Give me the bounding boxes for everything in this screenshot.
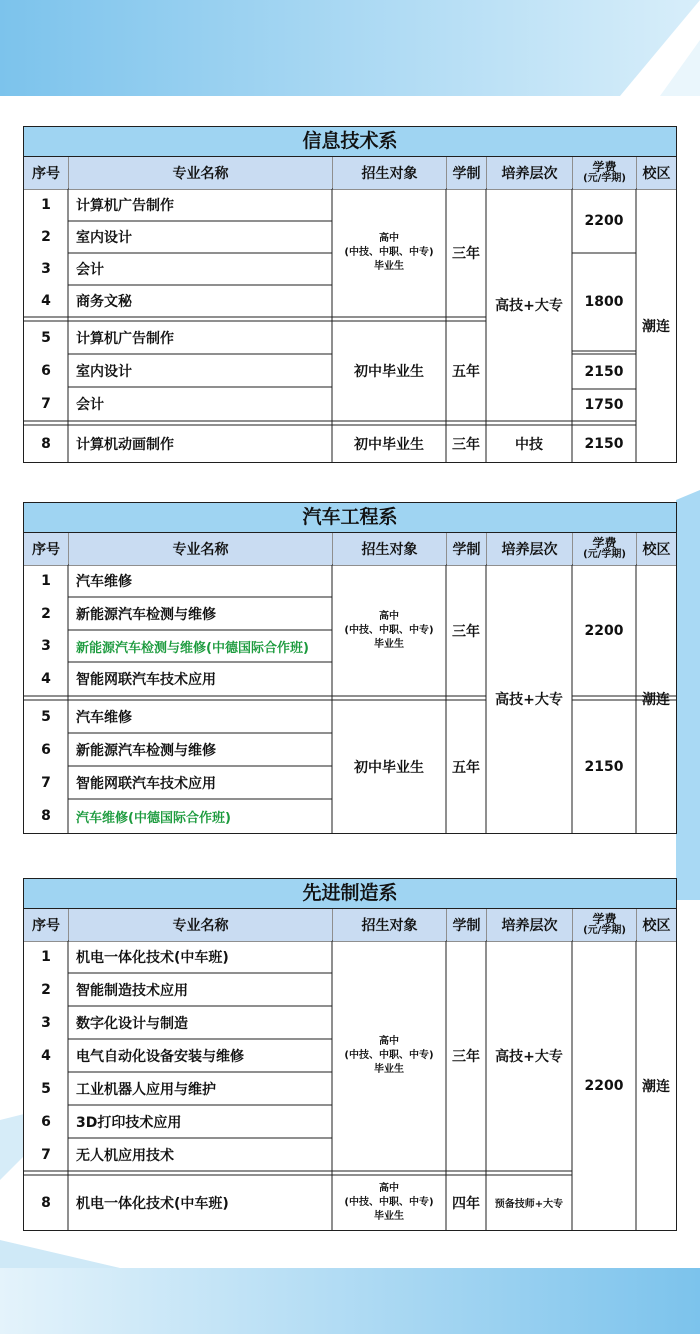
header-target: 招生对象 [333, 157, 446, 189]
header-fee-label: 学费 [592, 912, 617, 926]
row-major-name: 数字化设计与制造 [76, 1015, 188, 1032]
fee-value: 2200 [584, 1077, 624, 1094]
row-major-name: 工业机器人应用与维护 [76, 1081, 216, 1098]
duration: 五年 [452, 759, 480, 776]
row-seq: 5 [41, 1080, 51, 1097]
row-seq: 8 [41, 435, 51, 452]
row-major-name: 商务文秘 [76, 294, 132, 310]
target-junior: 初中毕业生 [354, 759, 424, 776]
section-title: 信息技术系 [24, 127, 676, 157]
duration: 三年 [452, 246, 480, 262]
header-campus: 校区 [637, 533, 676, 565]
row-seq: 1 [41, 197, 51, 213]
row-seq: 1 [41, 949, 51, 965]
row-major-name: 汽车维修 [76, 574, 132, 590]
header-duration: 学制 [447, 157, 486, 189]
row-major-name: 智能网联汽车技术应用 [76, 672, 216, 688]
header-seq: 序号 [24, 909, 68, 941]
target-high-school [332, 565, 446, 696]
target-line: (中技、中职、中专) [344, 1050, 434, 1061]
row-major-name: 计算机广告制作 [76, 330, 174, 347]
target-line: (中技、中职、中专) [344, 247, 434, 258]
dept-info-tech-table [23, 126, 677, 463]
target-high-school [332, 1175, 446, 1230]
target-junior: 初中毕业生 [354, 364, 424, 380]
header-seq: 序号 [24, 533, 68, 565]
training-level: 高技+大专 [495, 692, 563, 708]
fee-value: 1750 [584, 397, 624, 413]
row-major-name: 机电一体化技术(中车班) [76, 950, 229, 966]
row-seq: 3 [41, 1014, 51, 1031]
row-seq: 2 [41, 229, 51, 245]
row-seq: 7 [41, 396, 51, 412]
campus-value: 潮连 [642, 318, 670, 335]
target-line: 毕业生 [374, 638, 404, 650]
row-seq: 6 [41, 1113, 51, 1130]
header-campus: 校区 [637, 909, 676, 941]
header-fee-label: 学费 [592, 160, 617, 174]
header-duration: 学制 [447, 909, 486, 941]
row-major-name: 室内设计 [76, 230, 132, 246]
target-line: 毕业生 [374, 261, 404, 272]
target-high-school [332, 941, 446, 1171]
header-fee-label: 学费 [592, 536, 617, 550]
row-major-name: 智能网联汽车技术应用 [76, 775, 216, 792]
row-major-name-highlight: 汽车维修(中德国际合作班) [76, 810, 231, 826]
campus-value: 潮连 [642, 1078, 670, 1095]
training-level: 高技+大专 [495, 298, 563, 314]
header-seq: 序号 [24, 157, 68, 189]
row-major-name: 室内设计 [76, 363, 132, 380]
header-major: 专业名称 [69, 157, 332, 189]
row-major-name: 新能源汽车检测与维修 [76, 742, 216, 759]
row-major-name: 汽车维修 [76, 709, 132, 726]
header-fee-unit: (元/学期) [583, 925, 626, 936]
row-major-name: 电气自动化设备安装与维修 [76, 1048, 244, 1065]
header-duration: 学制 [447, 533, 486, 565]
fee-value: 2200 [584, 622, 624, 639]
target-line: 高中 [379, 233, 399, 244]
row-seq: 2 [41, 981, 51, 998]
header-major: 专业名称 [69, 533, 332, 565]
dept-adv-mfg-table [23, 878, 677, 1231]
duration: 三年 [452, 623, 480, 640]
row-seq: 6 [41, 741, 51, 758]
header-fee-unit: (元/学期) [583, 173, 626, 184]
header-level: 培养层次 [487, 157, 572, 189]
row-seq: 8 [41, 808, 51, 824]
row-seq: 4 [41, 1047, 51, 1064]
training-level: 中技 [515, 436, 543, 453]
row-major-name: 会计 [76, 262, 104, 278]
target-line: (中技、中职、中专) [344, 624, 434, 636]
duration: 五年 [452, 364, 480, 380]
fee-value: 2200 [584, 213, 624, 229]
row-major-name: 3D打印技术应用 [76, 1114, 182, 1131]
row-seq: 7 [41, 774, 51, 791]
row-major-name-highlight: 新能源汽车检测与维修(中德国际合作班) [76, 640, 309, 656]
target-line: (中技、中职、中专) [344, 1196, 434, 1208]
header-target: 招生对象 [333, 909, 446, 941]
row-seq: 3 [41, 261, 51, 277]
row-major-name: 计算机动画制作 [76, 436, 174, 453]
row-seq: 6 [41, 362, 51, 379]
header-fee [573, 909, 636, 941]
section-title: 汽车工程系 [24, 503, 676, 533]
target-high-school [332, 189, 446, 317]
target-line: 毕业生 [374, 1210, 404, 1222]
row-major-name: 会计 [76, 397, 104, 413]
fee-value: 2150 [584, 363, 624, 380]
campus-value: 潮连 [642, 692, 670, 708]
dept-auto-eng-table [23, 502, 677, 834]
row-major-name: 无人机应用技术 [76, 1147, 174, 1164]
row-seq: 3 [41, 638, 51, 654]
row-seq: 5 [41, 329, 51, 346]
duration: 三年 [452, 1049, 480, 1065]
fee-value: 1800 [584, 294, 624, 310]
duration: 三年 [452, 436, 480, 453]
target-line: 高中 [379, 610, 399, 622]
header-level: 培养层次 [487, 533, 572, 565]
training-level: 预备技师+大专 [494, 1199, 564, 1210]
row-seq: 5 [41, 708, 51, 725]
section-title: 先进制造系 [24, 879, 676, 909]
row-major-name: 智能制造技术应用 [76, 982, 188, 999]
target-line: 高中 [379, 1036, 399, 1047]
row-seq: 4 [41, 293, 51, 309]
row-seq: 7 [41, 1146, 51, 1163]
header-major: 专业名称 [69, 909, 332, 941]
fee-value: 2150 [584, 435, 624, 452]
fee-value: 2150 [584, 758, 624, 775]
duration: 四年 [452, 1195, 480, 1212]
row-major-name: 计算机广告制作 [76, 198, 174, 214]
header-fee [573, 533, 636, 565]
training-level: 高技+大专 [495, 1049, 563, 1065]
target-line: 高中 [379, 1182, 399, 1194]
header-level: 培养层次 [487, 909, 572, 941]
header-target: 招生对象 [333, 533, 446, 565]
target-junior: 初中毕业生 [354, 436, 424, 453]
row-seq: 4 [41, 671, 51, 687]
header-campus: 校区 [637, 157, 676, 189]
row-seq: 1 [41, 573, 51, 589]
target-line: 毕业生 [374, 1064, 404, 1075]
header-fee [573, 157, 636, 189]
row-seq: 8 [41, 1194, 51, 1211]
row-major-name: 新能源汽车检测与维修 [76, 606, 216, 623]
row-seq: 2 [41, 605, 51, 622]
row-major-name: 机电一体化技术(中车班) [76, 1195, 229, 1212]
header-fee-unit: (元/学期) [583, 549, 626, 560]
